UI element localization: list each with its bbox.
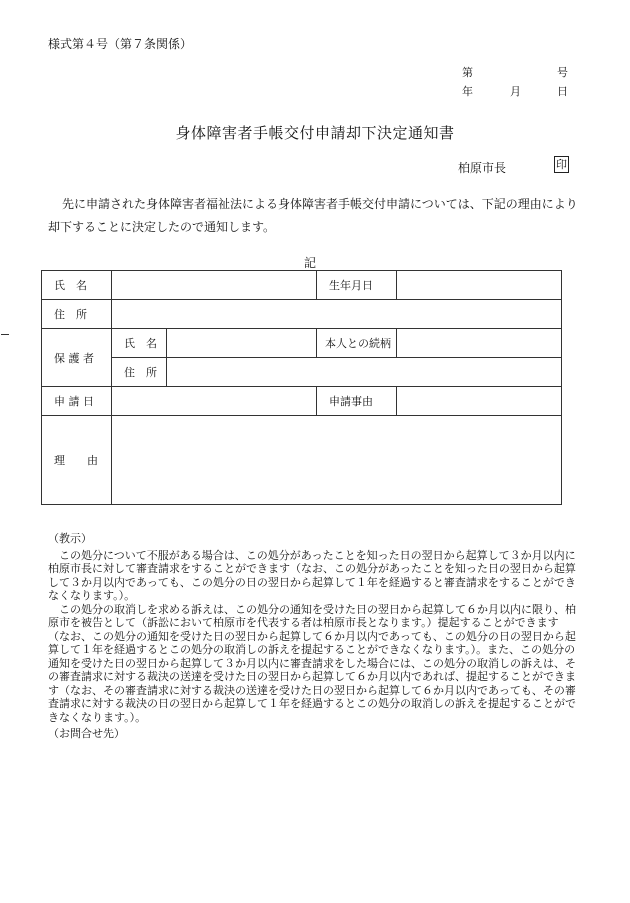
- name-label: 氏 名: [42, 271, 112, 300]
- number-suffix: 号: [557, 66, 568, 79]
- name-field[interactable]: [112, 271, 317, 300]
- application-reason-label: 申請事由: [317, 387, 397, 416]
- notice-heading: （教示）: [48, 532, 92, 545]
- reason-label: 理 由: [42, 416, 112, 505]
- guardian-name-label: 氏 名: [112, 329, 167, 358]
- table-row: [42, 329, 562, 358]
- guardian-label: 保 護 者: [42, 329, 112, 387]
- table-row: [42, 358, 562, 387]
- application-date-field[interactable]: [112, 387, 317, 416]
- address-field[interactable]: [112, 300, 562, 329]
- table-row: [42, 387, 562, 416]
- notice-section: [48, 532, 578, 724]
- application-reason-field[interactable]: [397, 387, 562, 416]
- table-row: [42, 271, 562, 300]
- document-title: 身体障害者手帳交付申請却下決定通知書: [175, 124, 455, 142]
- number-prefix: 第: [462, 66, 473, 79]
- date-year: 年: [462, 85, 473, 98]
- ki-heading: 記: [303, 256, 316, 270]
- guardian-address-label: 住 所: [112, 358, 167, 387]
- issuer-name: 柏原市長: [458, 161, 507, 175]
- seal-box: 印: [556, 158, 567, 171]
- table-row: [42, 300, 562, 329]
- date-month: 月: [510, 85, 521, 98]
- relationship-label: 本人との続柄: [317, 329, 397, 358]
- table-row: [42, 416, 562, 505]
- notice-paragraph-1: この処分について不服がある場合は、この処分があったことを知った日の翌日から起算して３か月以内に柏原市長に対して審査請求をすることができます（なお、この処分があったことを知った日の翌日から起算して３か月以内であっても、この処分の日の翌日から起算して１年を経過すると審査請求をすることができなくなります。）。: [48, 548, 576, 602]
- application-date-label: 申 請 日: [42, 387, 112, 416]
- contact-label: （お問合せ先）: [48, 727, 125, 740]
- application-form-table: [41, 270, 562, 505]
- birthdate-field[interactable]: [397, 271, 562, 300]
- form-number: 様式第４号（第７条関係）: [48, 37, 193, 51]
- notice-paragraph-2: この処分の取消しを求める訴えは、この処分の通知を受けた日の翌日から起算して６か月以内に限り、柏原市を被告として（訴訟において柏原市を代表する者は柏原市長となります。）提起することができます（なお、この処分の通知を受けた日の翌日から起算して６か月以内であっても、この処分の日の翌日から起算して１年を経過するとこの処分の取消しの訴えを提起することができなくなります。）。また、この処分の通知を受けた日の翌日から起算して３か月以内に審査請求をした場合には、この処分の取消しの訴えは、その審査請求に対する裁決の送達を受けた日の翌日から起算して６か月以内であれば、提起することができます（なお、その審査請求に対する裁決の送達を受けた日の翌日から起算して６か月以内であっても、その審査請求に対する裁決の日の翌日から起算して１年を経過するとこの処分の取消しの訴えを提起することができなくなります。）。: [48, 602, 576, 724]
- guardian-name-field[interactable]: [167, 329, 317, 358]
- date-day: 日: [557, 85, 568, 98]
- intro-text: 先に申請された身体障害者福祉法による身体障害者手帳交付申請については、下記の理由により却下することに決定したので通知します。: [48, 197, 578, 234]
- guardian-address-field[interactable]: [167, 358, 562, 387]
- relationship-field[interactable]: [397, 329, 562, 358]
- address-label: 住 所: [42, 300, 112, 329]
- birthdate-label: 生年月日: [317, 271, 397, 300]
- margin-mark: [1, 334, 9, 335]
- reason-field[interactable]: [112, 416, 562, 505]
